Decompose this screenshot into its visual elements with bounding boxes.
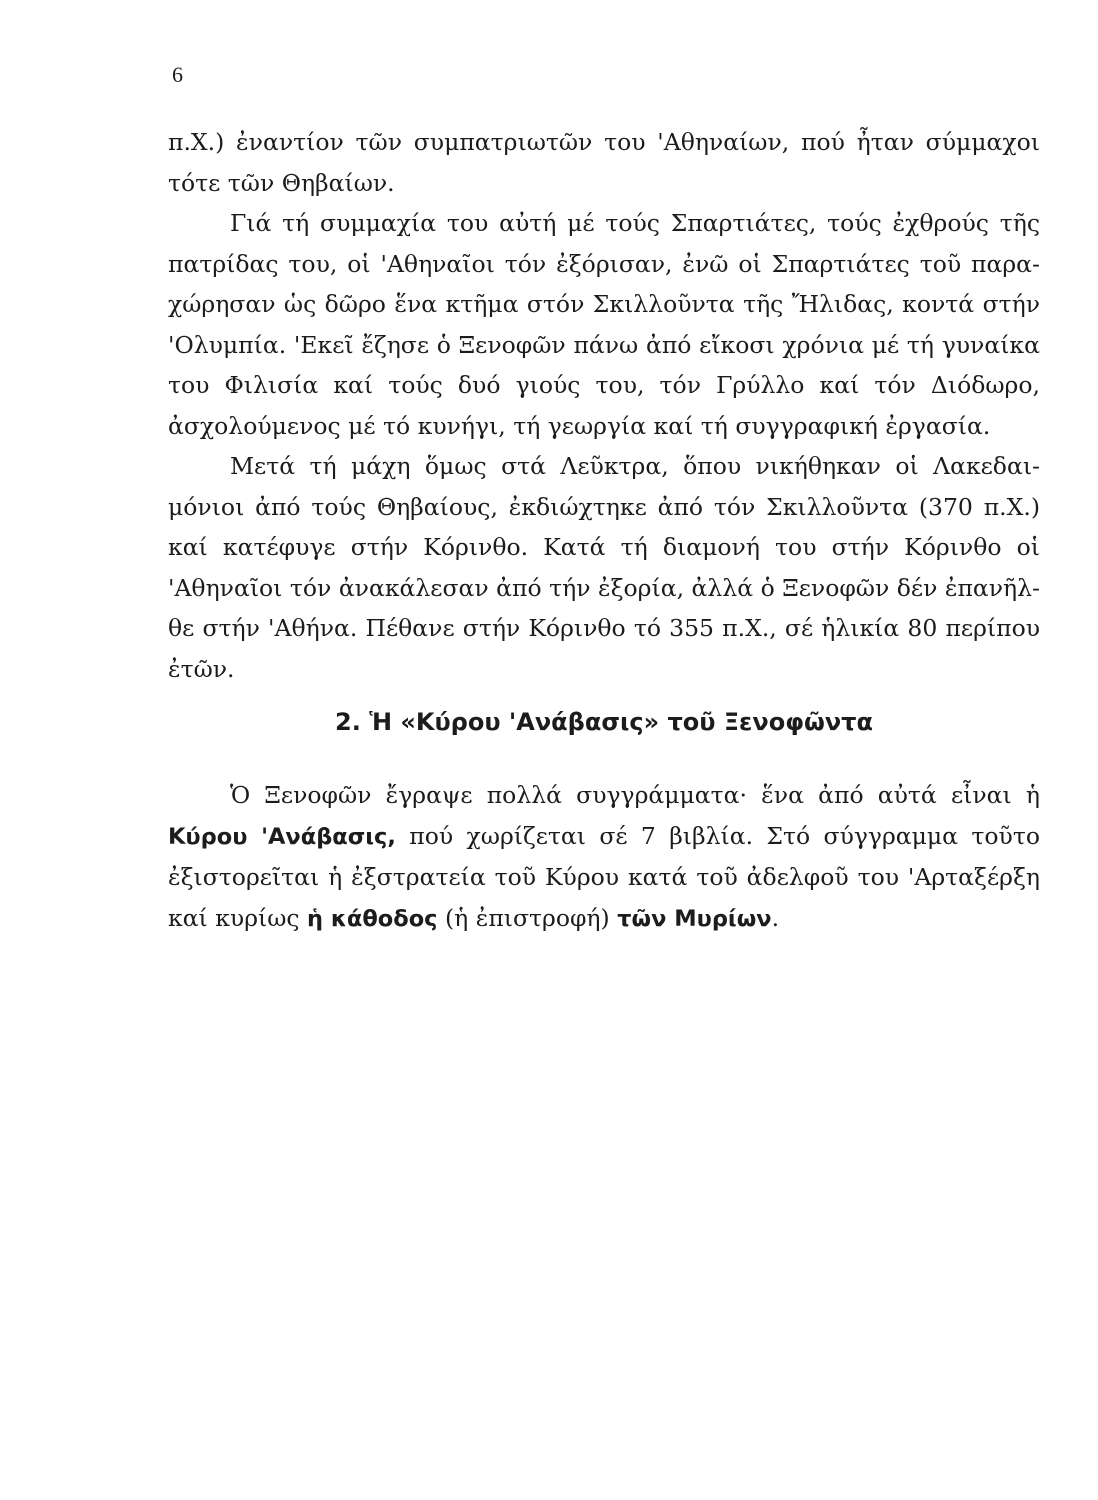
paragraph-3: Μετά τή μάχη ὅμως στά Λεῦκτρα, ὅπου νικήθηκαν οἱ Λακεδαιμόνιοι ἀπό τούς Θηβαίους, ἐκδιώχτηκε ἀπό τόν Σκιλλοῦντα (370 π.Χ.) καί κατέφυγε στήν Κόρινθο. Κατά τή διαμονή του στήν Κόρινθο οἱ 'Αθηναῖοι τόν ἀνακάλεσαν ἀπό τήν ἐξορία, ἀλλά ὁ Ξενοφῶν δέν ἐπανῆλθε στήν 'Αθήνα. Πέθανε στήν Κόρινθο τό 355 π.Χ., σέ ἡλικία 80 περίπου ἐτῶν. [168,452,1040,683]
bold-term-kathodos: ἡ κάθοδος [307,905,438,932]
section-paragraph-1 [168,775,1040,939]
text-run: Ὁ Ξενοφῶν ἔγραψε πολλά συγγράμματα· ἕνα ἀπό αὐτά εἶναι ἡ [230,781,1040,809]
body-text [168,122,1040,689]
paragraph-2: Γιά τή συμμαχία του αὐτή μέ τούς Σπαρτιάτες, τούς ἐχθρούς τῆς πατρίδας του, οἱ 'Αθηναῖοι τόν ἐξόρισαν, ἐνῶ οἱ Σπαρτιάτες τοῦ παραχώρησαν ὡς δῶρο ἕνα κτῆμα στόν Σκιλλοῦντα τῆς Ἤλιδας, κοντά στήν 'Ολυμπία. 'Εκεῖ ἔζησε ὁ Ξενοφῶν πάνω ἀπό εἴκοσι χρόνια μέ τή γυναίκα του Φιλισία καί τούς δυό γιούς του, τόν Γρύλλο καί τόν Διόδωρο, ἀσχολούμενος μέ τό κυνήγι, τή γεωργία καί τή συγγραφική ἐργασία. [168,209,1040,440]
page-number: 6 [172,62,183,87]
bold-term-myrion: τῶν Μυρίων [617,905,772,932]
paragraph-1: π.Χ.) ἐναντίον τῶν συμπατριωτῶν του 'Αθηναίων, πού ἦταν σύμμαχοι τότε τῶν Θηβαίων. [168,128,1040,197]
text-run: . [771,903,780,932]
section-heading: 2. Ἡ «Κύρου 'Ανάβασις» τοῦ Ξενοφῶντα [335,708,873,736]
text-run: (ἡ ἐπιστροφή) [437,903,618,932]
text-run: πού χωρίζεται σέ 7 βιβλία. Στό σύγγραμμα τοῦτο ἐξιστορεῖται ἡ ἐξστρατεία τοῦ Κύρου κατά τοῦ ἀδελφοῦ του 'Αρταξέρξη καί κυρίως [168,821,1040,932]
bold-title-kyrou-anabasis: Κύρου 'Ανάβασις, [168,823,396,850]
section-text [168,775,1040,939]
